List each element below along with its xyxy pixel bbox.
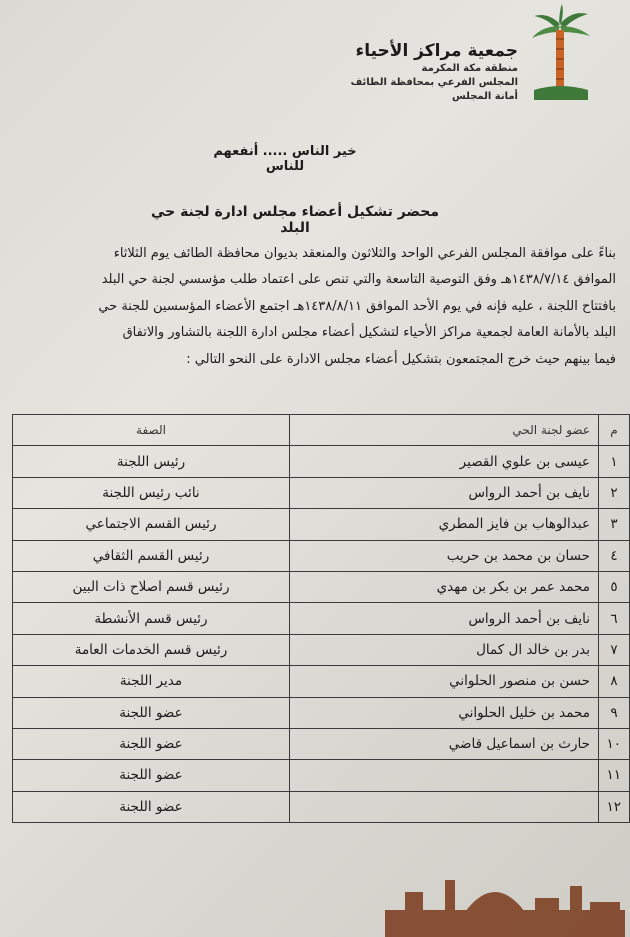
row-number: ٨ <box>599 666 630 697</box>
member-role: عضو اللجنة <box>13 728 290 759</box>
row-number: ١١ <box>599 760 630 791</box>
member-role: رئيس القسم الثقافي <box>13 540 290 571</box>
member-name: عيسى بن علوي القصير <box>290 446 599 477</box>
member-name: محمد عمر بن بكر بن مهدي <box>290 571 599 602</box>
column-header-role: الصفة <box>13 415 290 446</box>
table-row <box>13 540 630 571</box>
member-name: بدر بن خالد ال كمال <box>290 634 599 665</box>
paragraph-line: البلد بالأمانة العامة لجمعية مراكز الأحياء لتشكيل أعضاء مجلس ادارة اللجنة بالتشاور والاتفاق <box>122 325 616 341</box>
member-name: عبدالوهاب بن فايز المطري <box>290 509 599 540</box>
row-number: ٥ <box>599 571 630 602</box>
table-row <box>13 603 630 634</box>
skyline-decoration-icon <box>385 862 625 937</box>
organization-name: جمعية مراكز الأحياء <box>355 41 518 61</box>
member-name <box>290 791 599 822</box>
table-row <box>13 571 630 602</box>
member-name: حسن بن منصور الحلواني <box>290 666 599 697</box>
secretariat-name: أمانة المجلس <box>452 91 518 102</box>
row-number: ٤ <box>599 540 630 571</box>
column-header-member: عضو لجنة الحي <box>290 415 599 446</box>
table-row <box>13 509 630 540</box>
paragraph-line: الموافق ١٤٣٨/٧/١٤هـ وفق التوصية التاسعة والتي تنص على اعتماد طلب مؤسسي لجنة حي البلد <box>101 272 616 288</box>
row-number: ١٠ <box>599 728 630 759</box>
table-row <box>13 446 630 477</box>
member-name <box>290 760 599 791</box>
table-row <box>13 791 630 822</box>
table-row <box>13 666 630 697</box>
document-title: محضر تشكيل أعضاء مجلس ادارة لجنة حي البلد <box>150 204 440 236</box>
table-row <box>13 634 630 665</box>
row-number: ١ <box>599 446 630 477</box>
member-name: حارث بن اسماعيل قاضي <box>290 728 599 759</box>
member-role: رئيس قسم الأنشطة <box>13 603 290 634</box>
organization-header <box>298 40 518 104</box>
paragraph-line: فيما بينهم حيث خرج المجتمعون بتشكيل أعضاء مجلس الادارة على النحو التالي : <box>186 351 616 367</box>
member-role: مدير اللجنة <box>13 666 290 697</box>
row-number: ١٢ <box>599 791 630 822</box>
member-role: رئيس القسم الاجتماعي <box>13 509 290 540</box>
column-header-number: م <box>599 415 630 446</box>
table-row <box>13 697 630 728</box>
member-role: عضو اللجنة <box>13 760 290 791</box>
member-role: نائب رئيس اللجنة <box>13 477 290 508</box>
member-name: حسان بن محمد بن حريب <box>290 540 599 571</box>
row-number: ٦ <box>599 603 630 634</box>
member-role: عضو اللجنة <box>13 697 290 728</box>
members-table <box>12 414 630 823</box>
row-number: ٣ <box>599 509 630 540</box>
row-number: ٧ <box>599 634 630 665</box>
member-name: نايف بن أحمد الرواس <box>290 477 599 508</box>
paragraph-line: بافتتاح اللجنة ، عليه فإنه في يوم الأحد الموافق ١٤٣٨/٨/١١هـ اجتمع الأعضاء المؤسسين للجنة حي <box>98 298 616 314</box>
member-role: رئيس قسم الخدمات العامة <box>13 634 290 665</box>
member-role: رئيس اللجنة <box>13 446 290 477</box>
minutes-paragraph <box>12 240 616 372</box>
branch-council-name: المجلس الفرعي بمحافظة الطائف <box>350 77 518 88</box>
member-name: محمد بن خليل الحلواني <box>290 697 599 728</box>
table-header-row <box>13 415 630 446</box>
paragraph-line: بناءً على موافقة المجلس الفرعي الواحد والثلاثون والمنعقد بديوان محافظة الطائف يوم الثلاثاء <box>113 246 616 261</box>
region-name: منطقة مكة المكرمة <box>421 63 518 74</box>
organization-logo-icon <box>528 4 592 114</box>
table-row <box>13 728 630 759</box>
member-role: رئيس قسم اصلاح ذات البين <box>13 571 290 602</box>
table-row <box>13 477 630 508</box>
table-row <box>13 760 630 791</box>
member-name: نايف بن أحمد الرواس <box>290 603 599 634</box>
row-number: ٢ <box>599 477 630 508</box>
member-role: عضو اللجنة <box>13 791 290 822</box>
row-number: ٩ <box>599 697 630 728</box>
motto: خير الناس ..... أنفعهم للناس <box>213 144 357 174</box>
